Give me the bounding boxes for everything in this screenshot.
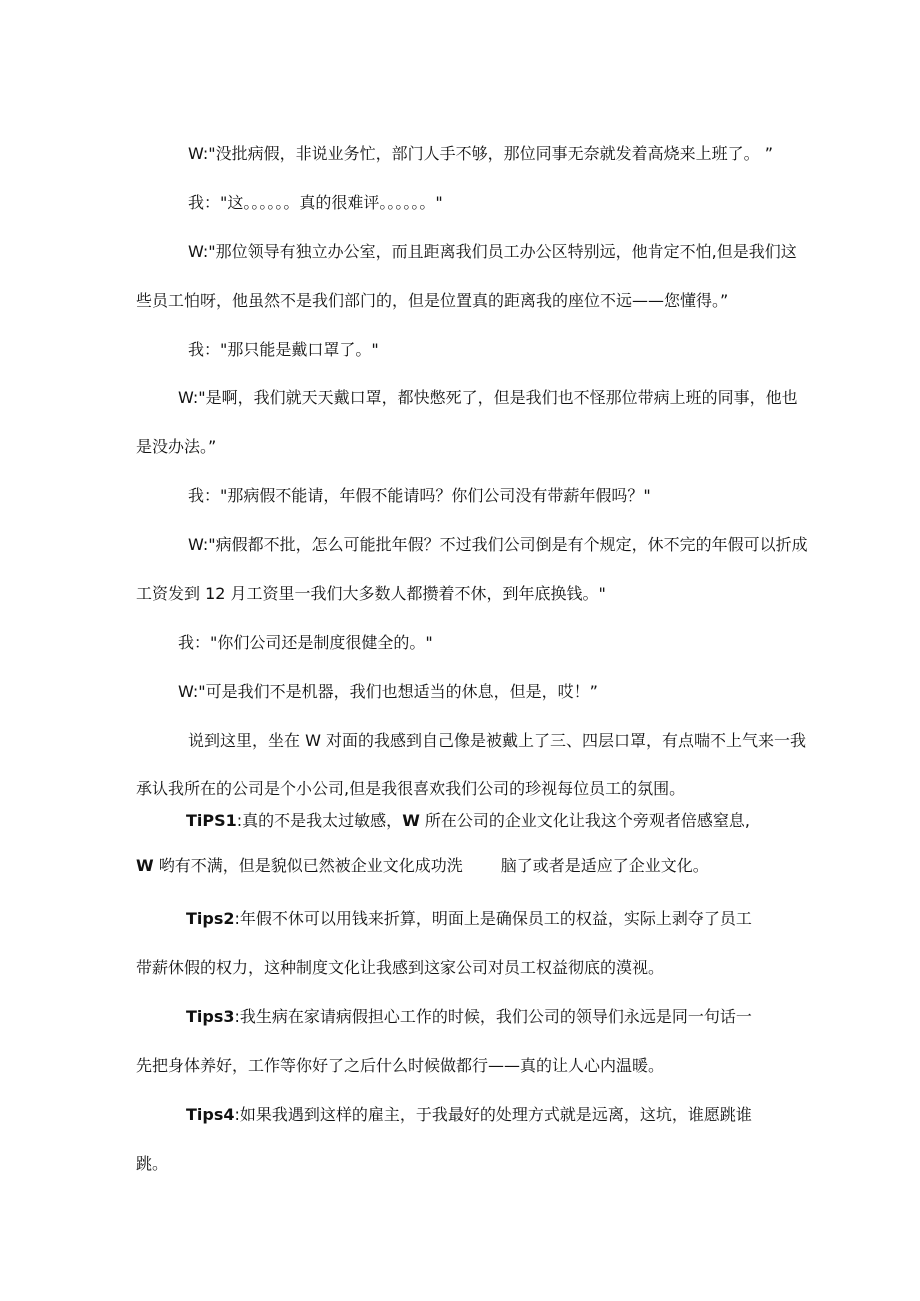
tip4-line-2: 跳。 (136, 1154, 169, 1173)
tip2-text-a: :年假不休可以用钱来折算，明面上是确保员工的权益，实际上剥夺了员工 (234, 909, 752, 928)
tip1-text-c1: 哟有不满，但是貌似已然被企业文化成功洗 (153, 856, 463, 875)
tip1-w-mark-2: W (136, 856, 154, 875)
dialogue-w-line-4a: W:"病假都不批，怎么可能批年假？不过我们公司倒是有个规定，休不完的年假可以折成 (188, 535, 808, 554)
tip3-text-a: :我生病在家请病假担心工作的时候，我们公司的领导们永远是同一句话一 (234, 1007, 752, 1026)
tip2-line-2: 带薪休假的权力，这种制度文化让我感到这家公司对员工权益彻底的漠视。 (136, 958, 665, 977)
tip4-label: Tips4 (186, 1105, 235, 1124)
dialogue-me-line-2: 我："那只能是戴口罩了。" (188, 340, 379, 359)
narration-line-2: 承认我所在的公司是个小公司,但是我很喜欢我们公司的珍视每位员工的氛围。 (136, 779, 686, 798)
dialogue-w-line-2a: W:"那位领导有独立办公室，而且距离我们员工办公区特别远，他肯定不怕,但是我们这 (188, 242, 797, 261)
dialogue-me-line-3: 我："那病假不能请，年假不能请吗？你们公司没有带薪年假吗？" (188, 486, 651, 505)
tip3-label: Tips3 (186, 1007, 235, 1026)
dialogue-me-line-4: 我："你们公司还是制度很健全的。" (178, 633, 433, 652)
dialogue-w-line-3b: 是没办法。” (136, 437, 217, 456)
tip2-line-1 (186, 908, 752, 930)
tip1-line-2 (136, 855, 709, 877)
dialogue-me-line-1: 我："这。。。。。。真的很难评。。。。。。" (188, 193, 443, 212)
dialogue-w-line-4b: 工资发到 12 月工资里一我们大多数人都攒着不休，到年底换钱。" (136, 584, 606, 603)
tip4-line-1 (186, 1104, 752, 1126)
tip2-label: Tips2 (186, 909, 235, 928)
dialogue-w-line-1: W:"没批病假，非说业务忙，部门人手不够，那位同事无奈就发着高烧来上班了。 ” (188, 144, 774, 163)
narration-line-1: 说到这里，坐在 W 对面的我感到自己像是被戴上了三、四层口罩，有点喘不上气来一我 (188, 731, 806, 750)
tip1-line-1 (186, 810, 750, 832)
tip4-text-a: :如果我遇到这样的雇主，于我最好的处理方式就是远离，这坑，谁愿跳谁 (234, 1105, 752, 1124)
dialogue-w-line-5: W:"可是我们不是机器，我们也想适当的休息，但是，哎！” (178, 682, 598, 701)
tip3-line-2: 先把身体养好，工作等你好了之后什么时候做都行——真的让人心内温暖。 (136, 1056, 665, 1075)
tip1-label: TiPS1 (186, 811, 237, 830)
tip3-line-1 (186, 1006, 752, 1028)
tip1-w-mark: W (402, 811, 420, 830)
dialogue-w-line-2b: 些员工怕呀，他虽然不是我们部门的，但是位置真的距离我的座位不远——您懂得。” (136, 291, 729, 310)
tip1-text-c2: 脑了或者是适应了企业文化。 (500, 856, 709, 875)
dialogue-w-line-3a: W:"是啊，我们就天天戴口罩，都快憋死了，但是我们也不怪那位带病上班的同事，他也 (178, 388, 798, 407)
tip1-text-b: 所在公司的企业文化让我这个旁观者倍感窒息, (419, 811, 751, 830)
tip1-text-a: :真的不是我太过敏感， (236, 811, 403, 830)
